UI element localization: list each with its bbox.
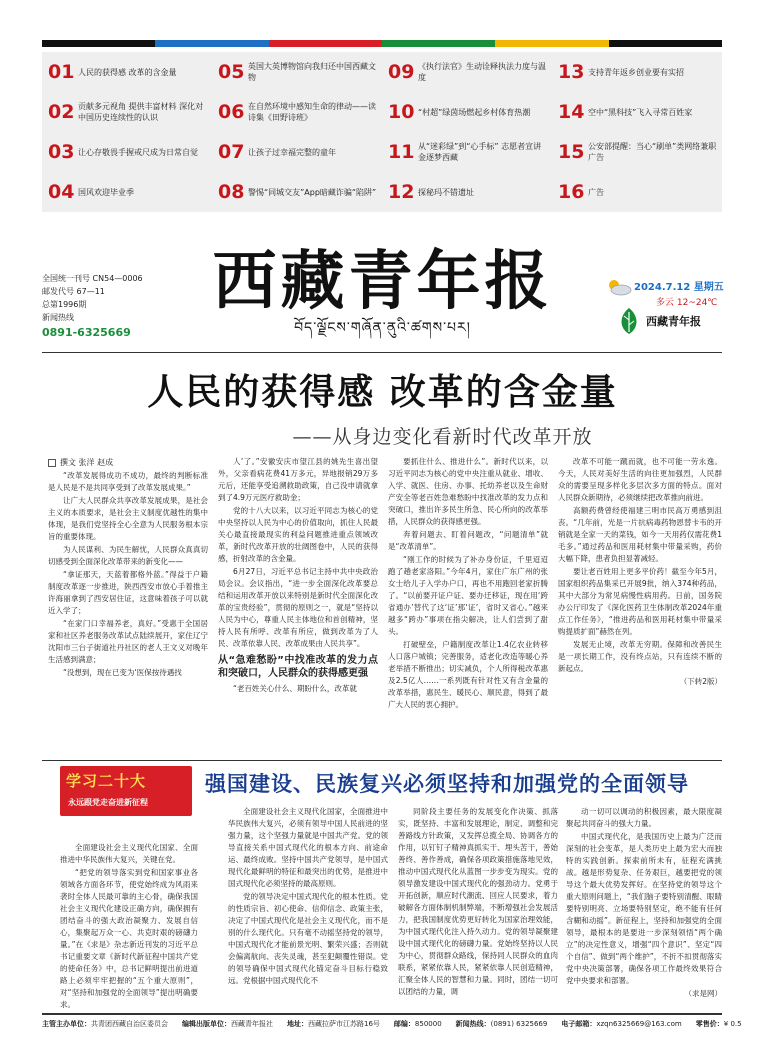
index-item[interactable] [212,52,382,92]
index-item[interactable] [42,172,212,212]
index-item-title: 国风欢迎毕业季 [78,187,134,197]
index-item[interactable] [382,52,552,92]
footer-value: 西藏青年报社 [231,1020,273,1028]
issn-code: 全国统一刊号 CN54—0006 [42,274,143,283]
article1-subheading: 从“急难愁盼”中找准改革的发力点和突破口，人民群众的获得感更强 [218,655,378,679]
strip-segment [155,40,268,47]
footer-label: 电子邮箱： [561,1020,597,1028]
index-item-title: 广告 [588,187,604,197]
footer-value: xzqn6325669@163.com [596,1020,682,1028]
banner-title: 学习二十大 [66,772,147,790]
index-page-number: 16 [558,181,585,203]
article2-column-4 [566,806,722,1008]
index-item-title: “村超”绿茵场燃起乡村体育热潮 [418,107,531,117]
strip-segment [495,40,608,47]
masthead-tibetan: བོད་ལྗོངས་གཞོན་ནུའི་ཚགས་པར། [294,320,471,336]
paragraph: 全面建设社会主义现代化国家、全面推进中华民族伟大复兴，关键在党。 [60,843,198,864]
postal-code: 邮发代号 67—11 [42,287,105,296]
footer-value: ¥ 0.5 [723,1020,742,1028]
footer-label: 邮编： [393,1020,415,1028]
index-item[interactable] [552,172,722,212]
index-item-title: 公安部提醒：当心“刷单”类网络兼职广告 [588,142,717,162]
paragraph: 打破壁垒，户籍制度改革让1.4亿农业转移人口落户城镇；完善服务，适老化改造等暖心养老举措不断推出；切实减负，个人所得税改革惠及2.5亿人……一系列既有针对性又有含金量的改革举措，惠民生、暖民心、顺民意，得到了最广大人民的衷心拥护。 [388,640,548,709]
footer [42,1019,742,1029]
index-page-number: 05 [218,61,245,83]
paragraph: 党的领导决定中国式现代化的根本性质。党的性质宗旨、初心使命、信仰信念、政策主张，决定了中国式现代化是社会主义现代化，而不是别的什么现代化。只有毫不动摇坚持党的领导，中国式现代化才能前景光明、繁荣兴盛；否则就会偏离航向、丧失灵魂，甚至犯颠覆性错误。党的领导确保中国式现代化锚定奋斗目标行稳致远。党根据中国式现代化不 [228,892,388,985]
footer-field [287,1019,380,1029]
article1-column-4 [558,456,722,756]
index-item[interactable] [212,92,382,132]
strip-segment [269,40,382,47]
hotline-label: 新闻热线 [42,313,74,322]
article1-column-3 [388,456,548,756]
study-banner [60,766,192,816]
footer-value: 共青团西藏自治区委员会 [91,1020,168,1028]
index-item-title: 警惕“同城交友”App暗藏诈骗“陷阱” [248,187,377,197]
index-page-number: 11 [388,141,415,163]
paragraph: 要让老百姓用上更多平价药！截至今年5月，国家组织药品集采已开展9批，纳入374种药品，其中大部分为常见病慢性病用药。日前，国务院办公厅印发了《深化医药卫生体制改革2024年重点工作任务》，“推进药品和医用耗材集中带量采购提质扩面”赫然在列。 [558,567,722,636]
index-item[interactable] [552,132,722,172]
paragraph: 改革不可能一蹴而就，也不可能一劳永逸。今天，人民对美好生活的向往更加强烈，人民群众的需要呈现多样化多层次多方面的特点。面对人民群众新期待，必须继续把改革推向前进。 [558,457,722,502]
index-page-number: 01 [48,61,75,83]
paragraph: “在家门口幸福养老，真好。”受惠于全国居家和社区养老服务改革试点陆续展开，家住辽宁沈阳市三台子街道社丹社区的老人王文义对晚年生活感到满意； [48,619,208,664]
index-page-number: 12 [388,181,415,203]
index-item[interactable] [552,52,722,92]
index-page-number: 15 [558,141,585,163]
byline [48,457,113,468]
index-item[interactable] [382,132,552,172]
footer-label: 主管主办单位： [42,1020,91,1028]
index-item[interactable] [552,92,722,132]
color-strip [42,40,722,47]
main-headline: 人民的获得感 改革的含金量 [147,372,618,413]
strip-segment [42,40,155,47]
paragraph: “把党的领导落实到党和国家事业各领域各方面各环节，使党始终成为风雨来袭时全体人民最可靠的主心骨，确保我国社会主义现代化建设正确方向，确保拥有团结奋斗的强大政治凝聚力、发展自信心，集聚起万众一心、共克时艰的磅礴力量。”在《求是》杂志新近刊发的习近平总书记重要文章《新时代新征程中国共产党的使命任务》中，总书记鲜明提出前进道路上必须牢牢把握的“五个重大原则”，对“坚持和加强党的全面领导”提出明确要求。 [60,868,198,1008]
weather-condition: 多云 12~24℃ [656,298,718,308]
article2-column-3 [398,806,558,1008]
index-item-title: 探秘玛不错遗址 [418,187,474,197]
paragraph: 发展无止境，改革无穷期。保障和改善民生是一项长期工作，没有终点站，只有连续不断的新起点。 [558,640,722,673]
footer-value: (0891) 6325669 [490,1020,548,1028]
index-item-title: 让心存敬畏手握戒尺成为日常自觉 [78,147,198,157]
paragraph: “刚工作的时候为了补办身份证，千里迢迢跑了趟老家洛阳。”今年4月，家住广东广州的张女士给儿子入学办户口，再也不用跑回老家折腾了。“以前要开证户证、要办迁移证，现在用‘跨省通办’替代了这‘证’那‘证’，省时又省心。”越来越多“跨办”事项在指尖解决，让人们尝到了甜头。 [388,555,548,636]
cloud-sun-icon [606,278,632,296]
index-page-number: 10 [388,101,415,123]
article2-column-1 [60,842,198,1008]
newspaper-logo [616,306,701,336]
paragraph: 6月27日，习近平总书记主持中共中央政治局会议。会议指出，“进一步全面深化改革要总结和运用改革开放以来特别是新时代全面深化改革的宝贵经验”，贯彻的原则之一，就是“坚持以人民为中心，尊重人民主体地位和首创精神，坚持人民有所呼、改革有所应，做到改革为了人民、改革依靠人民、改革成果由人民共享”。 [218,567,378,648]
article2-source: （求是网） [684,989,722,998]
index-item-title: 英国大英博物馆向我归还中国西藏文物 [248,62,376,82]
index-page-number: 04 [48,181,75,203]
article1-col2-tail: “老百姓关心什么、期盼什么，改革就 [233,684,357,693]
weather-box [606,278,726,308]
article-divider [42,760,722,761]
index-item[interactable] [42,52,212,92]
index-page-number: 08 [218,181,245,203]
continued-note: （下转2版） [679,677,722,686]
index-item-title: 从“迷彩绿”到“心手标” 志愿者宣讲金逐梦西藏 [418,142,542,162]
contents-index [42,52,722,212]
paragraph: 中国式现代化，是我国历史上最为广泛而深刻的社会变革，是人类历史上最为宏大而独特的实践创新。探索前所未有，征程充满挑战。越是形势复杂、任务艰巨，越要把党的领导这个最大优势发挥好。在坚持党的领导这个重大原则问题上，“我们脑子要特别清醒、眼睛要特别明亮、立场要特别坚定，绝不能有任何含糊和动摇”。新征程上，坚持和加强党的全面领导，最根本的是要进一步深刻领悟“两个确立”的决定性意义，增强“四个意识”、坚定“四个自信”、做到“两个维护”，不折不扣贯彻落实党中央决策部署，确保各项工作最终效果符合党中央要求和部署。 [566,832,722,985]
index-item-title: 支持青年返乡创业要有实招 [588,67,684,77]
index-item-title: 《执行法官》生动诠释执法力度与温度 [418,62,546,82]
footer-value: 850000 [414,1020,442,1028]
paragraph: “拿证那天，天蓝着都格外蓝。”得益于户籍制度改革逐一步推进，陕西西安市放心手着推主许海丽拿到了西安居住证，这意味着孩子可以就近入学了； [48,570,208,615]
byline-text: 撰文 张洋 赵成 [60,458,114,467]
index-page-number: 07 [218,141,245,163]
paragraph: “改革发展得成功不成功，最终的判断标准是人民是不是共同享受到了改革发展成果。” [48,471,208,492]
index-page-number: 14 [558,101,585,123]
paragraph: 同阶段主要任务的发展变化作决策、抓落实，既坚持、丰富和发展理论，制定、调整和完善路线方针政策，又发挥总揽全局、协调各方的作用，以钉钉子精神真抓实干、埋头苦干，善始善终、善作善成，确保各项政策措施落地见效，推动中国式现代化从蓝图一步步变为现实。党的领导激发建设中国式现代化的强劲动力。党勇于开拓创新，顺应时代潮流、回应人民要求，着力破解各方面体制机制弊端，不断增强社会发展活力，把我国制度优势更好转化为国家治理效能，为中国式现代化注入持久动力。党的领导凝聚建设中国式现代化的磅礴力量。党始终坚持以人民为中心，贯彻群众路线，保持同人民群众的血肉联系，紧紧依靠人民，紧紧依靠人民创造精神，汇聚全体人民的智慧和力量。同时，团结一切可以团结的力量，调 [398,807,558,996]
byline-box-icon [48,459,56,467]
banner-slogan: 永远跟党走奋进新征程 [68,798,148,807]
footer-label: 新闻热线： [455,1020,491,1028]
index-page-number: 02 [48,101,75,123]
article1-column-1 [48,470,208,750]
index-page-number: 06 [218,101,245,123]
paragraph: 高额药费曾经使福建三明市民高万勇感到沮丧。“几年前，光是一片抗病毒药物恩替卡韦的开销就是全家一天的菜钱，如今一天用药仅需花费1毛多。”通过药品和医用耗材集中带量采购，药价大幅下降，患者负担显著减轻。 [558,506,722,563]
footer-field [696,1019,742,1029]
index-page-number: 13 [558,61,585,83]
footer-field [394,1019,442,1029]
publication-codes [42,272,143,339]
masthead-rule [42,352,722,353]
index-item[interactable] [42,132,212,172]
footer-label: 零售价： [695,1020,724,1028]
paragraph: 奔着问题去、盯着问题改，“问题清单”就是“改革清单”。 [388,530,548,551]
paragraph: 为人民谋利、为民生解忧，人民群众真真切切感受到全面深化改革带来的新变化—— [48,545,208,566]
footer-label: 编辑出版单位： [182,1020,231,1028]
footer-field [182,1019,273,1029]
footer-field [456,1019,548,1029]
paragraph: 动一切可以调动的积极因素，最大限度凝聚起共同奋斗的强大力量。 [566,807,722,828]
paragraph: 党的十八大以来，以习近平同志为核心的党中央坚持以人民为中心的价值取向，抓住人民最关心最直接最现实的利益问题推进重点领域改革，新时代改革开放的壮阔图卷中，人民的获得感，折射改革的含金量。 [218,506,378,563]
index-item-title: 在自然环境中感知生命的律动——读诗集《田野诗班》 [248,102,376,122]
paragraph: 让广大人民群众共享改革发展成果，是社会主义的本质要求，是社会主义制度优越性的集中体现，是我们党坚持全心全意为人民服务根本宗旨的重要体现。 [48,496,208,541]
footer-value: 西藏拉萨市江苏路16号 [308,1020,380,1028]
strip-segment [609,40,722,47]
hotline-number: 0891-6325669 [42,326,131,339]
masthead-title: 西藏青年报 [212,244,553,319]
issue-date: 2024.7.12 星期五 [634,282,724,293]
paragraph: 全面建设社会主义现代化国家，全面推进中华民族伟大复兴，必须有领导中国人民前进的坚强力量，这个坚强力量就是中国共产党。党的领导直接关系中国式现代化的根本方向、前途命运、最终成败。坚持中国共产党领导，是中国式现代化最鲜明的特征和最突出的优势，是推进中国式现代化必须坚持的最高原则。 [228,807,388,888]
index-item[interactable] [212,132,382,172]
logo-name: 西藏青年报 [646,315,701,328]
footer-label: 地址： [287,1020,308,1028]
article2-column-2 [228,806,388,1008]
index-item-title: 空中“黑科技”飞入寻常百姓家 [588,107,693,117]
footer-field [42,1019,168,1029]
index-item[interactable] [42,92,212,132]
strip-segment [382,40,495,47]
leaf-logo-icon [616,306,642,336]
index-item[interactable] [382,172,552,212]
article2-title: 强国建设、民族复兴必须坚持和加强党的全面领导 [205,772,689,796]
paragraph: “没想到，现在已变为‘医保按待遇找 [63,668,182,677]
index-page-number: 03 [48,141,75,163]
index-page-number: 09 [388,61,415,83]
index-item[interactable] [212,172,382,212]
article1-column-2 [218,456,378,756]
index-item[interactable] [382,92,552,132]
main-subhead: ——从身边变化看新时代改革开放 [292,426,593,448]
paragraph: 要抓住什么、推进什么”。新时代以来，以习近平同志为核心的党中央注重从就业、增收、入学、就医、住房、办事、托幼养老以及生命财产安全等老百姓急难愁盼中找准改革的发力点和突破口，推出许多民生所急、民心所向的改革举措，人民群众的获得感更强。 [388,457,548,526]
footer-rule [42,1013,722,1015]
index-item-title: 人民的获得感 改革的含金量 [78,67,177,77]
issue-number: 总第1996期 [42,300,87,309]
footer-field [561,1019,681,1029]
index-item-title: 贡献多元视角 提供丰富材料 深化对中国历史连续性的认识 [78,102,204,122]
paragraph: 人’了。”安徽安庆市望江县的姚先生喜出望外，父亲看病花费41万多元，异地报销29万多元后，还能享受追溯救助政策，自己没申请就拿到了4.9万元医疗救助金； [218,457,378,502]
index-item-title: 让孩子过幸福完整的童年 [248,147,336,157]
